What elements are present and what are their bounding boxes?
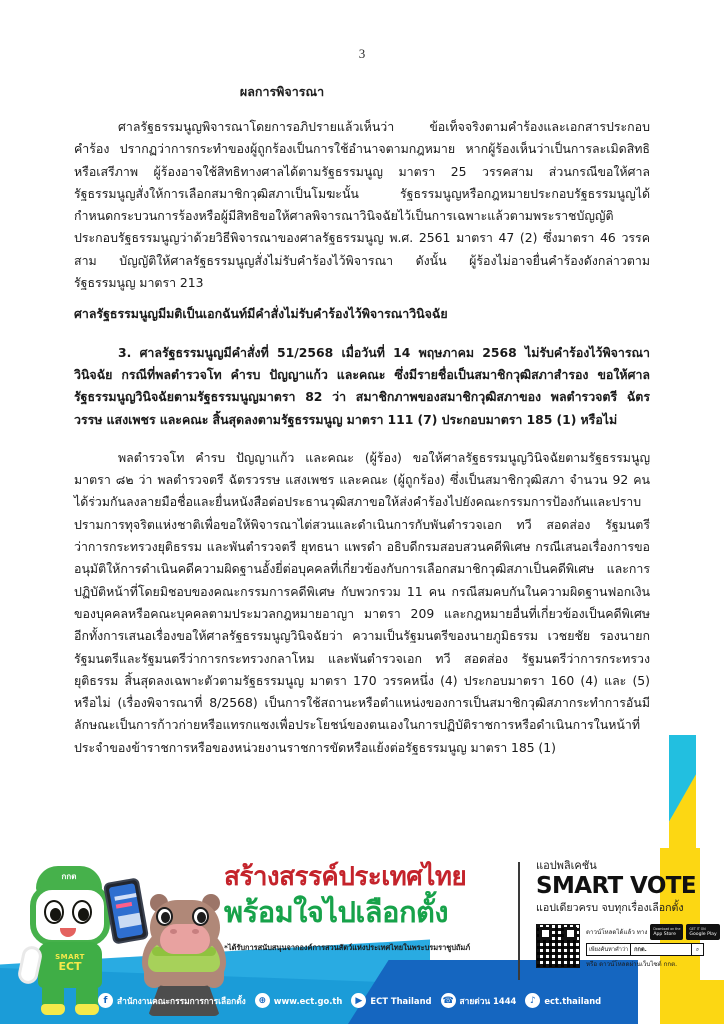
googleplay-small-text: GET IT ON — [689, 927, 706, 931]
download-label-row — [586, 924, 717, 940]
section-heading-text: ผลการพิจารณา — [239, 84, 325, 99]
section-heading — [74, 82, 650, 102]
social-label-phone: สายด่วน 1444 — [459, 995, 517, 1006]
app-download-row — [536, 924, 717, 970]
googleplay-name: Google Play — [689, 932, 717, 937]
paragraph-2-ruling: ศาลรัฐธรรมนูญมีมติเป็นเอกฉันท์มีคำสั่งไม่รับคำร้องไว้พิจารณาวินิจฉัย — [74, 306, 448, 322]
footer-banner — [0, 848, 724, 1024]
phone-icon: ☎ — [441, 993, 456, 1008]
social-item-facebook[interactable] — [98, 993, 246, 1008]
mascot-shoe-left — [41, 1004, 65, 1015]
qr-code-icon[interactable] — [536, 924, 580, 968]
social-label-youtube: ECT Thailand — [370, 995, 432, 1006]
social-item-phone[interactable] — [441, 993, 517, 1008]
download-details — [586, 924, 717, 969]
mascot-chest-line1: SMART — [55, 953, 85, 961]
smart-vote-block — [536, 858, 717, 970]
search-value: กกต. — [630, 944, 691, 955]
hippo-nostril-right — [192, 929, 199, 934]
app-subtitle: แอปเดียวครบ จบทุกเรื่องเลือกตั้ง — [536, 902, 684, 914]
youtube-icon: ▶ — [351, 993, 366, 1008]
document-body — [74, 82, 650, 759]
mascot-shoe-right — [75, 1004, 99, 1015]
headline-line-1: สร้างสรรค์ประเทศไทย — [224, 862, 467, 892]
social-label-tiktok: ect.thailand — [544, 995, 602, 1006]
social-label-website: www.ect.go.th — [273, 995, 343, 1006]
appstore-small-text: Download on the — [653, 927, 681, 931]
mascot-chest-line2: ECT — [58, 960, 82, 973]
website-note: หรือ ดาวน์โหลดผ่านเว็บไซต์ กกต. — [586, 961, 678, 968]
website-icon: ⊕ — [255, 993, 270, 1008]
download-label: ดาวน์โหลดได้แล้ว ทาง — [586, 929, 648, 936]
mascot-eye-right — [72, 900, 92, 924]
googleplay-badge[interactable] — [686, 924, 719, 940]
banner-headline — [224, 860, 514, 954]
mascot-cap-text: กกต — [61, 872, 77, 881]
banner-disclaimer: *ได้รับการสนับสนุนจากองค์การสวนสัตว์แห่งประเทศไทยในพระบรมราชูปถัมภ์ — [224, 943, 471, 952]
paragraph-3-case-51: 3. ศาลรัฐธรรมนูญมีคำสั่งที่ 51/2568 เมื่อวันที่ 14 พฤษภาคม 2568 ไม่รับคำร้องไว้พิจารณาวินิจฉัย กรณีที่พลตำรวจโท คำรบ ปัญญาแก้ว และคณะ ซึ่งมีรายชื่อเป็นสมาชิกวุฒิสภาสำรอง ขอให้ศาลรัฐธรรมนูญวินิจฉัยตามรัฐธรรมนูญมาตรา 82 ว่า สมาชิกภาพของสมาชิกวุฒิสภาของ พลตำรวจตรี ฉัตรวรรษ แสงเพชร และคณะ สิ้นสุดลงตามรัฐธรรมนูญ มาตรา 111 (7) ประกอบมาตรา 185 (1) หรือไม่ — [74, 344, 650, 427]
tiktok-icon: ♪ — [525, 993, 540, 1008]
hippo-eye-right — [192, 907, 209, 926]
social-item-youtube[interactable] — [351, 993, 431, 1008]
headline-line-2: พร้อมใจไปเลือกตั้ง — [224, 895, 449, 929]
search-hint-label: เพียงค้นหาคำว่า — [589, 946, 629, 953]
social-item-website[interactable] — [255, 993, 343, 1008]
hippo-eye-left — [156, 907, 173, 926]
mascot-eye-left — [44, 900, 64, 924]
hippo-snout — [160, 924, 210, 954]
social-label-facebook: สำนักงานคณะกรรมการการเลือกตั้ง — [117, 995, 246, 1006]
app-title: SMART VOTE — [536, 873, 696, 899]
page-number: 3 — [358, 46, 366, 61]
social-item-tiktok[interactable] — [525, 993, 601, 1008]
search-icon[interactable]: ⌕ — [691, 944, 703, 955]
app-search-box[interactable] — [586, 943, 704, 956]
appstore-badge[interactable] — [650, 924, 683, 940]
banner-yellow-corner — [660, 980, 724, 1024]
facebook-icon: f — [98, 993, 113, 1008]
social-links-bar — [98, 993, 601, 1008]
appstore-name: App Store — [653, 932, 676, 937]
hippo-nostril-left — [170, 929, 177, 934]
paragraph-4-petition: พลตำรวจโท คำรบ ปัญญาแก้ว และคณะ (ผู้ร้อง) ขอให้ศาลรัฐธรรมนูญวินิจฉัยตามรัฐธรรมนูญ มาตรา ๘๒ ว่า พลตำรวจตรี ฉัตรวรรษ แสงเพชร และคณะ (ผู้ถูกร้อง) ซึ่งเป็นสมาชิกวุฒิสภา จำนวน 92 คน ได้ร่วมกันลงลายมือชื่อและยื่นหนังสือต่อประธานวุฒิสภาขอให้ส่งคำร้องไปยังคณะกรรมการป้องกันและปราบปรามการทุจริตแห่งชาติเพื่อขอให้พิจารณาไต่สวนและดำเนินการกับพันตำรวจเอก ทวี สอดส่อง รัฐมนตรีว่าการกระทรวงยุติธรรม และพันตำรวจตรี ยุทธนา แพรดำ อธิบดีกรมสอบสวนคดีพิเศษ กรณีเสนอเรื่องการขออนุมัติให้การดำเนินคดีความผิดฐานอั้งยี่ต่อบุคคลที่เกี่ยวข้องกับการเลือกสมาชิกวุฒิสภาเป็นคดีพิเศษ และการปฏิบัติหน้าที่โดยมิชอบของคณะกรรมการคดีพิเศษ กับพวกรวม 11 คน กรณีสมคบกันในความผิดฐานฟอกเงินของบุคคลหรือคณะบุคคลตามประมวลกฎหมายอาญา มาตรา 209 และกฎหมายอื่นที่เกี่ยวข้องเป็นคดีพิเศษ อีกทั้งการเสนอเรื่องขอให้ศาลรัฐธรรมนูญวินิจฉัยว่า ความเป็นรัฐมนตรีของนายภูมิธรรม เวชยชัย รองนายกรัฐมนตรีและรัฐมนตรีว่าการกระทรวงกลาโหม และพันตำรวจเอก ทวี สอดส่อง รัฐมนตรีว่าการกระทรวงยุติธรรม สิ้นสุดลงเฉพาะตัวตามรัฐธรรมนูญ มาตรา 170 วรรคหนึ่ง (4) ประกอบมาตรา 160 (4) และ (5) หรือไม่ (เรื่องพิจารณาที่ 8/2568) เป็นการใช้สถานะหรือตำแหน่งของการเป็นสมาชิกวุฒิสภากระทำการอันมีลักษณะเป็นการก้าวก่ายหรือแทรกแซงเพื่อประโยชน์ของตนเองในการปฏิบัติราชการหรือดำเนินการในหน้าที่ประจำของข้าราชการหรือของหน่วยงานราชการขัดหรือแย้งต่อรัฐธรรมนูญ มาตรา 185 (1) — [74, 449, 650, 755]
paragraph-1: ศาลรัฐธรรมนูญพิจารณาโดยการอภิปรายแล้วเห็นว่า ข้อเท็จจริงตามคำร้องและเอกสารประกอบคำร้อง ปรากฏว่าการกระทำของผู้ถูกร้องเป็นการใช้อำนาจตามกฎหมาย หากผู้ร้องเห็นว่าเป็นการละเมิดสิทธิหรือเสรีภาพ ผู้ร้องอาจใช้สิทธิทางศาลได้ตามรัฐธรรมนูญ มาตรา 25 วรรคสาม ส่วนกรณีขอให้ศาลรัฐธรรมนูญสั่งให้การเลือกสมาชิกวุฒิสภาเป็นโมฆะนั้น รัฐธรรมนูญหรือกฎหมายประกอบรัฐธรรมนูญได้กำหนดกระบวนการร้องหรือผู้มีสิทธิขอให้ศาลพิจารณาวินิจฉัยไว้เป็นการเฉพาะแล้วตามพระราชบัญญัติประกอบรัฐธรรมนูญว่าด้วยวิธีพิจารณาของศาลรัฐธรรมนูญ พ.ศ. 2561 มาตรา 47 (2) ซึ่งมาตรา 46 วรรคสาม บัญญัติให้ศาลรัฐธรรมนูญสั่งไม่รับคำร้องไว้พิจารณา ดังนั้น ผู้ร้องไม่อาจยื่นคำร้องดังกล่าวตามรัฐธรรมนูญ มาตรา 213 — [74, 119, 650, 291]
mascot-chest-text — [38, 952, 102, 972]
app-kicker-label: แอปพลิเคชัน — [536, 859, 597, 872]
banner-divider — [518, 862, 520, 980]
